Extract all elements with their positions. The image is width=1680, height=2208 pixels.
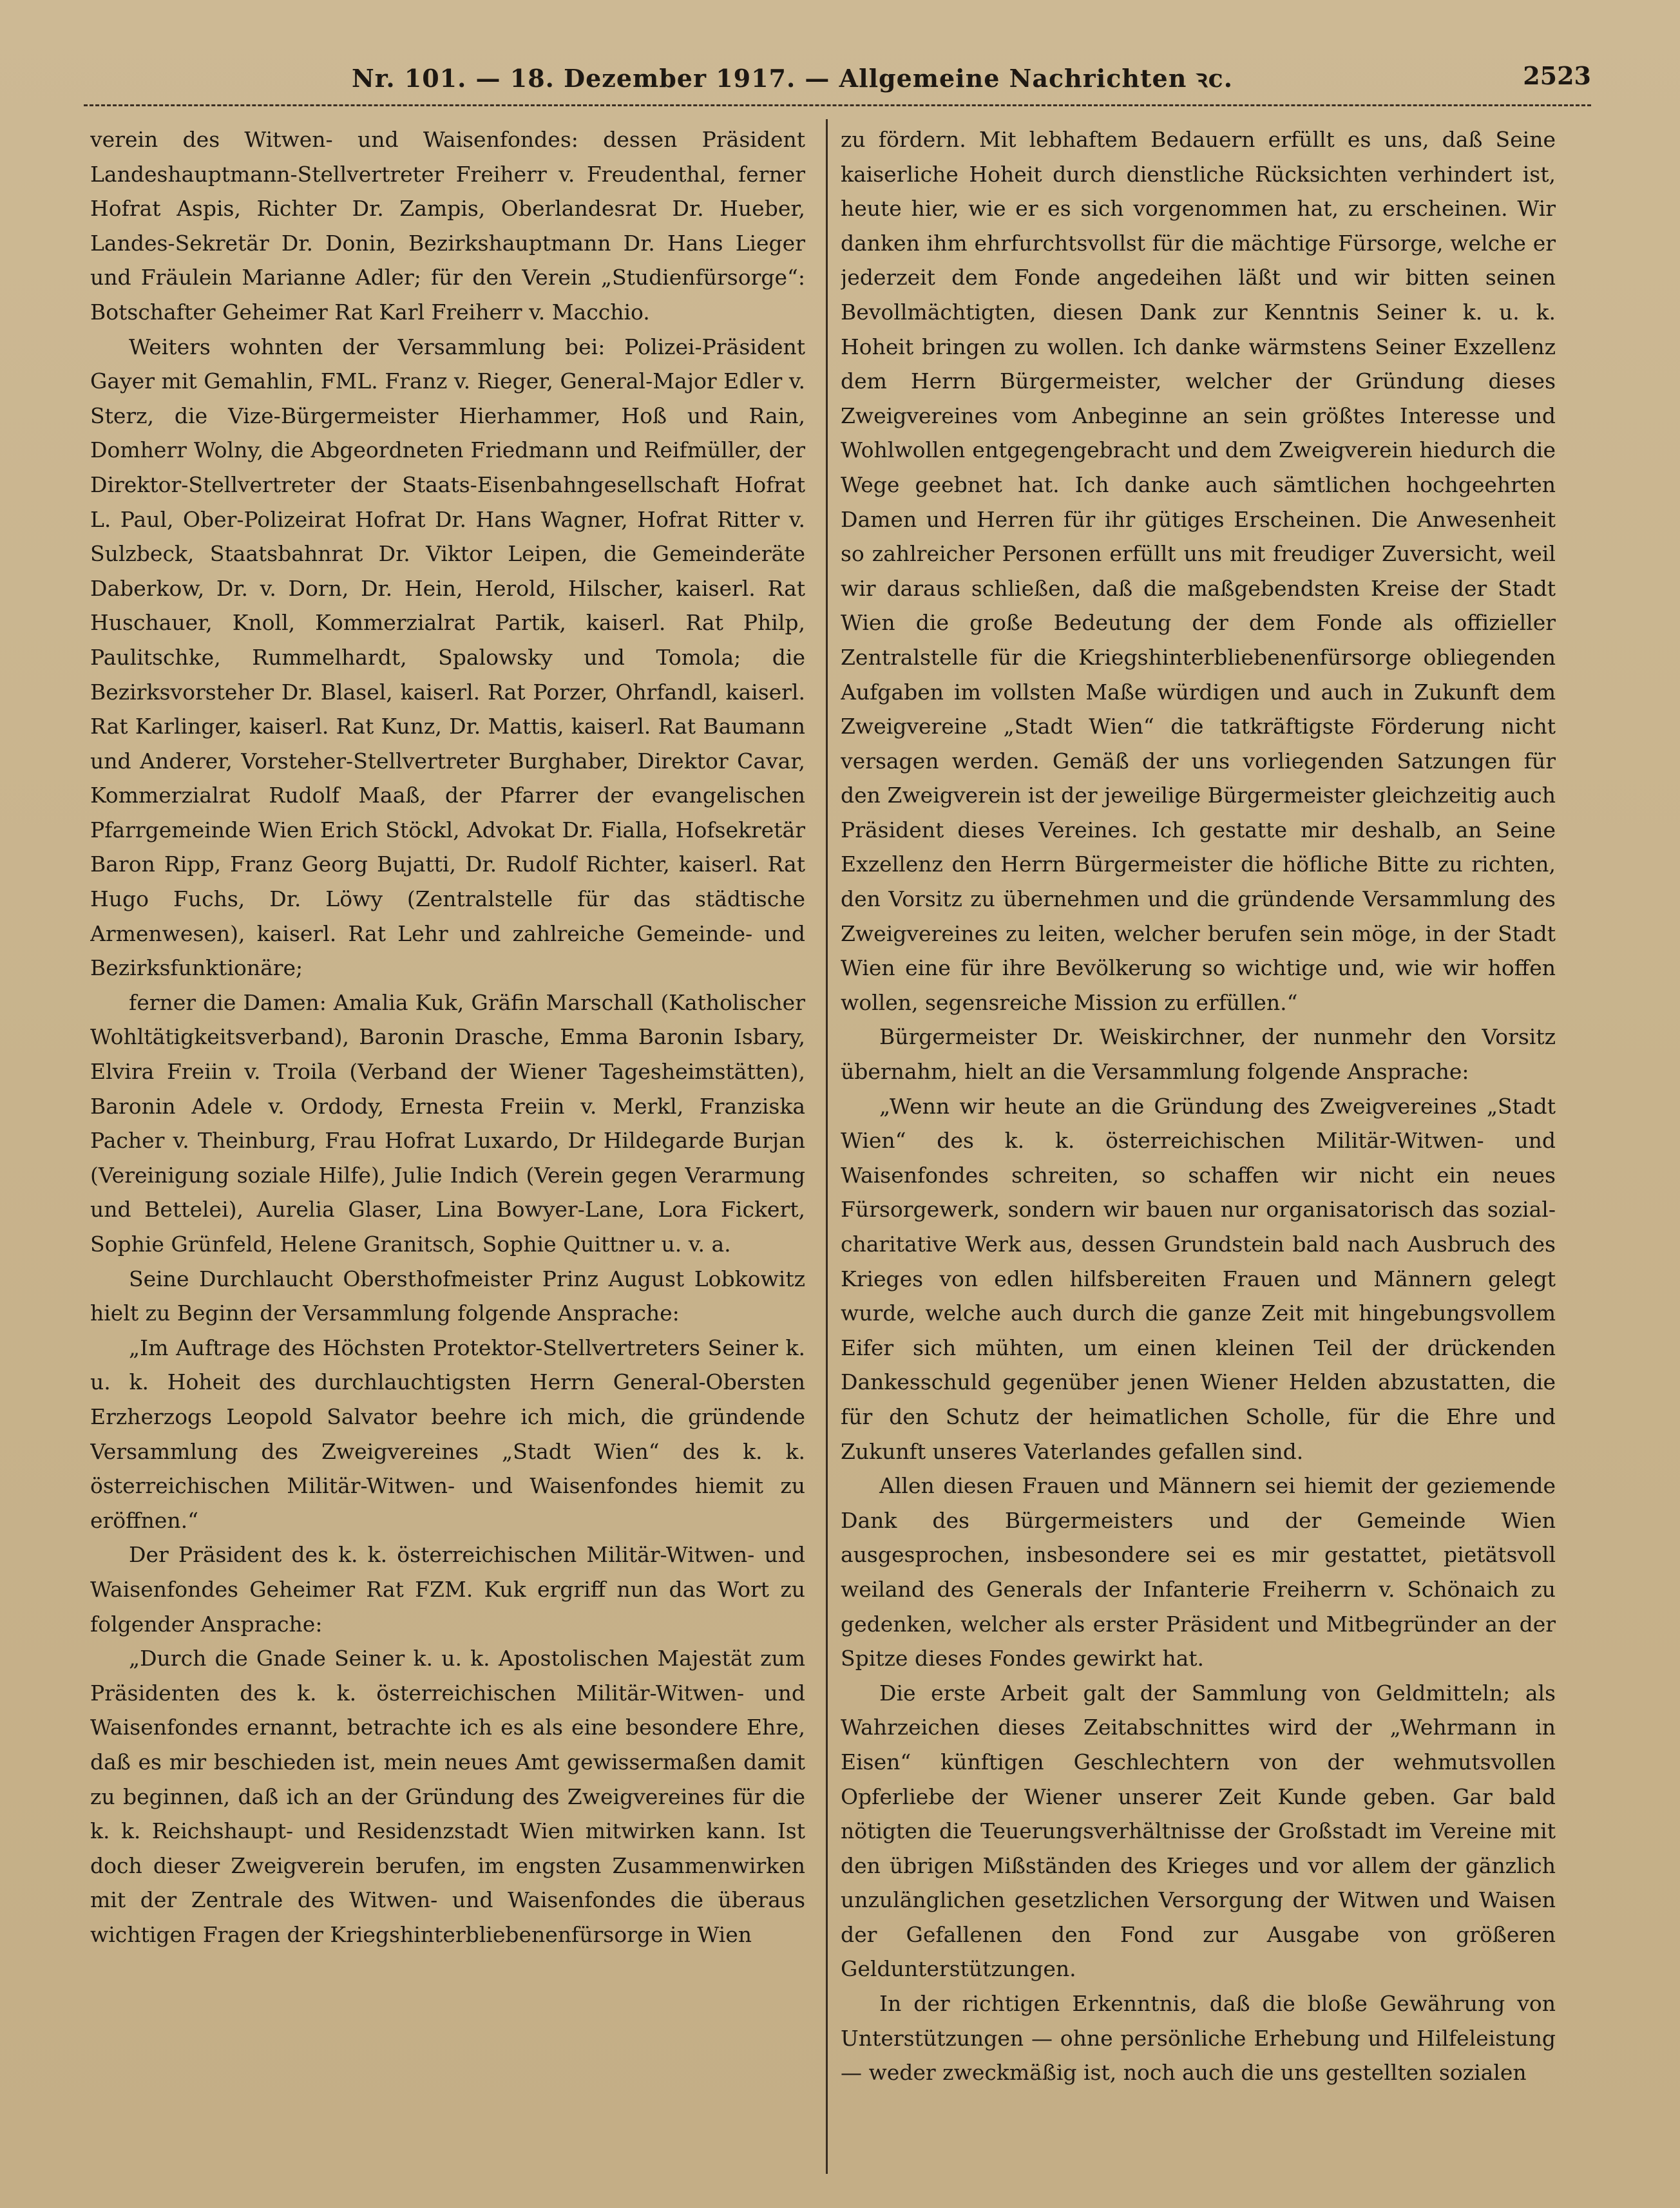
paragraph: zu fördern. Mit lebhaftem Bedauern erfüllt es uns, daß Seine kaiserliche Hoheit durch dienstliche Rücksichten verhindert ist, heute hier, wie er es sich vorgenommen hat, zu erscheinen. Wir danken ihm ehrfurchtsvollst für die mächtige Fürsorge, welche er jederzeit dem Fonde angedeihen läßt und wir bitten seinen Bevollmächtigten, diesen Dank zur Kenntnis Seiner k. u. k. Hoheit bringen zu wollen. Ich danke wärmstens Seiner Exzellenz dem Herrn Bürgermeister, welcher der Gründung dieses Zweigvereines vom Anbeginne an sein größtes Interesse und Wohlwollen entgegengebracht und dem Zweigverein hiedurch die Wege geebnet hat. Ich danke auch sämtlichen hochgeehrten Damen und Herren für ihr gütiges Erscheinen. Die Anwesenheit so zahlreicher Personen erfüllt uns mit freudiger Zuversicht, weil wir daraus schließen, daß die maßgebendsten Kreise der Stadt Wien die große Bedeutung der dem Fonde als offizieller Zentralstelle für die Kriegshinterbliebenenfürsorge obliegenden Aufgaben im vollsten Maße würdigen und auch in Zukunft dem Zweigvereine „Stadt Wien“ die tatkräftigste Förderung nicht versagen werden. Gemäß der uns vorliegenden Satzungen für den Zweigverein ist der jeweilige Bürgermeister gleichzeitig auch Präsident dieses Vereines. Ich gestatte mir deshalb, an Seine Exzellenz den Herrn Bürgermeister die höfliche Bitte zu richten, den Vorsitz zu übernehmen und die gründende Versammlung des Zweigvereines zu leiten, welcher berufen sein möge, in der Stadt Wien eine für ihre Bevölkerung so wichtige und, wie wir hoffen wollen, segensreiche Mission zu erfüllen.“: [841, 127, 1556, 1015]
paragraph: In der richtigen Erkenntnis, daß die bloße Gewährung von Unterstützungen — ohne persönliche Erhebung und Hilfeleistung — weder zweckmäßig ist, noch auch die uns gestellten sozialen: [841, 1991, 1556, 2086]
header-rule: [84, 104, 1591, 106]
paragraph: Der Präsident des k. k. österreichischen Militär-Witwen- und Waisenfondes Geheimer Rat FZM. Kuk ergriff nun das Wort zu folgender Ansprache:: [90, 1542, 805, 1637]
paragraph: Allen diesen Frauen und Männern sei hiemit der geziemende Dank des Bürgermeisters und der Gemeinde Wien ausgesprochen, insbesondere sei es mir gestattet, pietätsvoll weiland des Generals der Infanterie Freiherrn v. Schönaich zu gedenken, welcher als erster Präsident und Mitbegründer an der Spitze dieses Fondes gewirkt hat.: [841, 1473, 1556, 1671]
paragraph: „Wenn wir heute an die Gründung des Zweigvereines „Stadt Wien“ des k. k. österreichischen Militär-Witwen- und Waisenfondes schreiten, so schaffen wir nicht ein neues Fürsorgewerk, sondern wir bauen nur organisatorisch das sozial-charitative Werk aus, dessen Grundstein bald nach Ausbruch des Krieges von edlen hilfsbereiten Frauen und Männern gelegt wurde, welche auch durch die ganze Zeit mit hingebungsvollem Eifer sich mühten, um einen kleinen Teil der drückenden Dankesschuld gegenüber jenen Wiener Helden abzustatten, die für den Schutz der heimatlichen Scholle, für die Ehre und Zukunft unseres Vaterlandes gefallen sind.: [841, 1093, 1556, 1464]
paragraph: Weiters wohnten der Versammlung bei: Polizei-Präsident Gayer mit Gemahlin, FML. Franz v. Rieger, General-Major Edler v. Sterz, die Vize-Bürgermeister Hierhammer, Hoß und Rain, Domherr Wolny, die Abgeordneten Friedmann und Reifmüller, der Direktor-Stellvertreter der Staats-Eisenbahngesellschaft Hofrat L. Paul, Ober-Polizeirat Hofrat Dr. Hans Wagner, Hofrat Ritter v. Sulzbeck, Staatsbahnrat Dr. Viktor Leipen, die Gemeinderäte Daberkow, Dr. v. Dorn, Dr. Hein, Herold, Hilscher, kaiserl. Rat Huschauer, Knoll, Kommerzialrat Partik, kaiserl. Rat Philp, Paulitschke, Rummelhardt, Spalowsky und Tomola; die Bezirksvorsteher Dr. Blasel, kaiserl. Rat Porzer, Ohrfandl, kaiserl. Rat Karlinger, kaiserl. Rat Kunz, Dr. Mattis, kaiserl. Rat Baumann und Anderer, Vorsteher-Stellvertreter Burghaber, Direktor Cavar, Kommerzialrat Rudolf Maaß, der Pfarrer der evangelischen Pfarrgemeinde Wien Erich Stöckl, Advokat Dr. Fialla, Hofsekretär Baron Ripp, Franz Georg Bujatti, Dr. Rudolf Richter, kaiserl. Rat Hugo Fuchs, Dr. Löwy (Zentralstelle für das städtische Armenwesen), kaiserl. Rat Lehr und zahlreiche Gemeinde- und Bezirksfunktionäre;: [90, 334, 805, 981]
paragraph: Die erste Arbeit galt der Sammlung von Geldmitteln; als Wahrzeichen dieses Zeitabschnittes wird der „Wehrmann in Eisen“ künftigen Geschlechtern von der wehmutsvollen Opferliebe der Wiener unserer Zeit Kunde geben. Gar bald nötigten die Teuerungsverhältnisse der Großstadt im Vereine mit den übrigen Mißständen des Krieges und vor allem der gänzlich unzulänglichen gesetzlichen Versorgung der Witwen und Waisen der Gefallenen den Fond zur Ausgabe von größeren Geldunterstützungen.: [841, 1680, 1556, 1982]
left-column: [90, 122, 805, 2171]
paragraph: Seine Durchlaucht Obersthofmeister Prinz August Lobkowitz hielt zu Beginn der Versammlung folgende Ansprache:: [90, 1266, 805, 1326]
paragraph: verein des Witwen- und Waisenfondes: dessen Präsident Landeshauptmann-Stellvertreter Freiherr v. Freudenthal, ferner Hofrat Aspis, Richter Dr. Zampis, Oberlandesrat Dr. Hueber, Landes-Sekretär Dr. Donin, Bezirkshauptmann Dr. Hans Lieger und Fräulein Marianne Adler; für den Verein „Studienfürsorge“: Botschafter Geheimer Rat Karl Freiherr v. Macchio.: [90, 127, 805, 325]
paragraph: ferner die Damen: Amalia Kuk, Gräfin Marschall (Katholischer Wohltätigkeitsverband), Baronin Drasche, Emma Baronin Isbary, Elvira Freiin v. Troila (Verband der Wiener Tagesheimstätten), Baronin Adele v. Ordody, Ernesta Freiin v. Merkl, Franziska Pacher v. Theinburg, Frau Hofrat Luxardo, Dr Hildegarde Burjan (Vereinigung soziale Hilfe), Julie Indich (Verein gegen Verarmung und Bettelei), Aurelia Glaser, Lina Bowyer-Lane, Lora Fickert, Sophie Grünfeld, Helene Granitsch, Sophie Quittner u. v. a.: [90, 989, 805, 1257]
right-column: [841, 122, 1556, 2171]
page-number: 2523: [1523, 61, 1591, 90]
running-head: Nr. 101. — 18. Dezember 1917. — Allgemeine Nachrichten ꝛc.: [352, 64, 1233, 93]
paragraph: „Im Auftrage des Höchsten Protektor-Stellvertreters Seiner k. u. k. Hoheit des durchlauchtigsten Herrn General-Obersten Erzherzogs Leopold Salvator beehre ich mich, die gründende Versammlung des Zweigvereines „Stadt Wien“ des k. k. österreichischen Militär-Witwen- und Waisenfondes hiemit zu eröffnen.“: [90, 1335, 805, 1533]
column-divider: [826, 119, 828, 2174]
paragraph: „Durch die Gnade Seiner k. u. k. Apostolischen Majestät zum Präsidenten des k. k. österreichischen Militär-Witwen- und Waisenfondes ernannt, betrachte ich es als eine besondere Ehre, daß es mir beschieden ist, mein neues Amt gewissermaßen damit zu beginnen, daß ich an der Gründung des Zweigvereines für die k. k. Reichshaupt- und Residenzstadt Wien mitwirken kann. Ist doch dieser Zweigverein berufen, im engsten Zusammenwirken mit der Zentrale des Witwen- und Waisenfondes die überaus wichtigen Fragen der Kriegshinterbliebenenfürsorge in Wien: [90, 1646, 805, 1947]
paragraph: Bürgermeister Dr. Weiskirchner, der nunmehr den Vorsitz übernahm, hielt an die Versammlung folgende Ansprache:: [841, 1024, 1556, 1085]
